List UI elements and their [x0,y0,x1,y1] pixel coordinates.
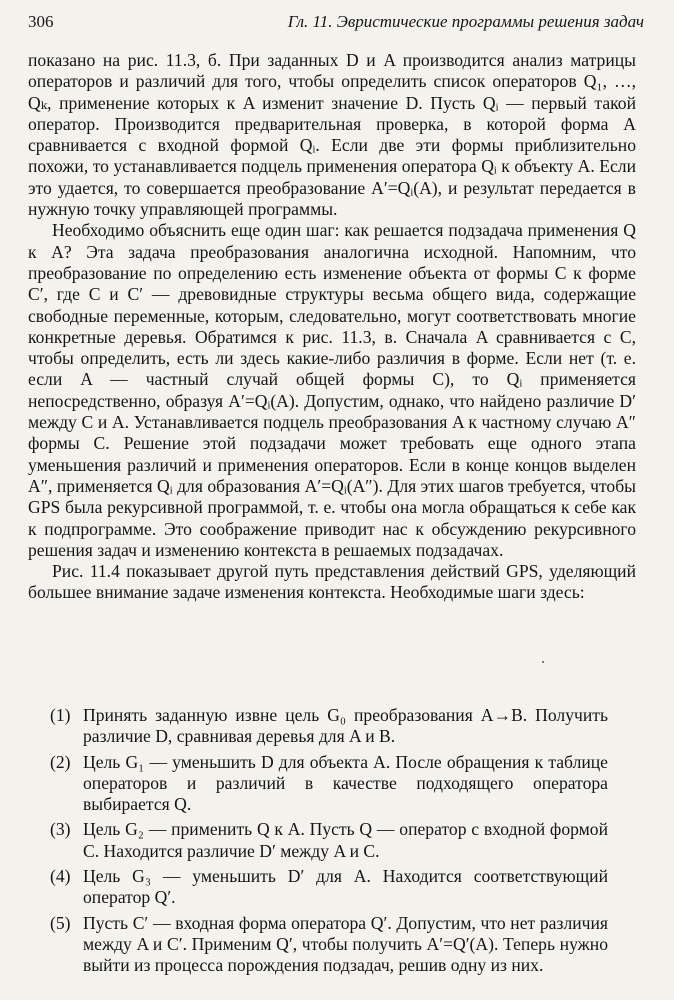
running-head [28,12,644,34]
print-speck [542,661,544,663]
body-text [28,50,636,604]
step-number: (4) [50,866,71,887]
step-text: Принять заданную извне цель G₀ преобразования A→B. Получить различие D, сравнивая деревья для A и B. [83,705,608,747]
step-number: (2) [50,751,71,772]
step-number: (5) [50,912,71,933]
step-text: Цель G₃ — уменьшить D′ для A. Находится соответствующий оператор Q′. [83,866,608,908]
step-number: (1) [50,705,71,725]
step-number: (3) [50,819,71,840]
list-item [50,819,608,862]
paragraph-continuation: показано на рис. 11.3, б. При заданных D и A производится анализ матрицы операторов и различий для того, чтобы определить список операторов Q₁, …, Qₖ, применение которых к A изменит значение D. Пусть Qᵢ — первый такой оператор. Производится предварительная проверка, в которой форма A сравнивается с входной формой Qᵢ. Если две эти формы приблизительно похожи, то устанавливается подцель применения оператора Qᵢ к объекту A. Если это удается, то совершается преобразование A′=Qᵢ(A), и результат передается в нужную точку управляющей программы. [28,50,636,220]
step-text: Цель G₁ — уменьшить D для объекта A. После обращения к таблице операторов и различий в качестве подходящего оператора выбирается Q. [83,751,608,815]
step-text: Пусть C′ — входная форма оператора Q′. Допустим, что нет различия между A и C′. Применим Q′, чтобы получить A′=Q′(A). Теперь нужно выйти из процесса порождения подзадач, решив одну из них. [83,912,608,976]
step-text: Цель G₂ — применить Q к A. Пусть Q — оператор с входной формой C. Находится различие D′ между A и C. [83,819,608,861]
steps-list [50,705,608,981]
paragraph: Необходимо объяснить еще один шаг: как решается подзадача применения Q к A? Эта задача преобразования аналогична исходной. Напомним, что преобразование по определению есть изменение объекта от формы C к форме C′, где C и C′ — древовидные структуры весьма общего вида, содержащие свободные переменные, которым, следовательно, могут соответствовать многие конкретные деревья. Обратимся к рис. 11.3, в. Сначала A сравнивается с C, чтобы определить, есть ли здесь какие-либо различия в форме. Если нет (т. е. если A — частный случай общей формы C), то Qᵢ применяется непосредственно, образуя A′=Qᵢ(A). Допустим, однако, что найдено различие D′ между C и A. Устанавливается подцель преобразования A к частному случаю A″ формы C. Решение этой подзадачи может требовать еще одного этапа уменьшения различий и применения операторов. Если в конце концов выделен A″, применяется Qᵢ для образования A′=Qᵢ(A″). Для этих шагов требуется, чтобы GPS была рекурсивной программой, т. е. чтобы она могла обращаться к себе как к подпрограмме. Это соображение приводит нас к обсуждению рекурсивного решения задач и изменению контекста в решаемых подзадачах. [28,220,636,560]
list-item [50,705,608,748]
page-number: 306 [28,12,54,31]
list-item [50,752,608,816]
chapter-title: Гл. 11. Эвристические программы решения задач [287,12,644,31]
list-item [50,866,608,909]
list-item [50,913,608,977]
paragraph: Рис. 11.4 показывает другой путь представления действий GPS, уделяющий большее внимание задаче изменения контекста. Необходимые шаги здесь: [28,561,636,603]
